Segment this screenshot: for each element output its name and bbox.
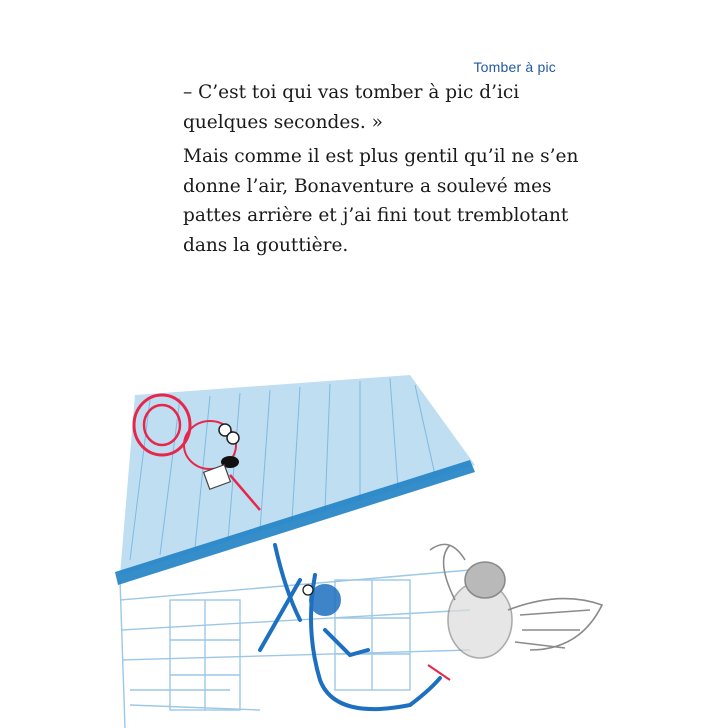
house-facade-icon	[120, 570, 470, 728]
house-roof-icon	[120, 375, 475, 575]
paragraph-narration: Mais comme il est plus gentil qu’il ne s’en donne l’air, Bonaventure a soulevé mes pattes arrière et j’ai fini tout tremblotant dans la gouttière.	[183, 146, 579, 256]
page-body	[183, 78, 583, 260]
blue-dragon-icon	[260, 545, 440, 709]
grey-bird-icon	[428, 544, 602, 680]
illustration	[110, 360, 630, 728]
running-title: Tomber à pic	[473, 59, 556, 75]
paragraph-dialogue: – C’est toi qui vas tomber à pic d’ici quelques secondes. »	[183, 82, 520, 133]
